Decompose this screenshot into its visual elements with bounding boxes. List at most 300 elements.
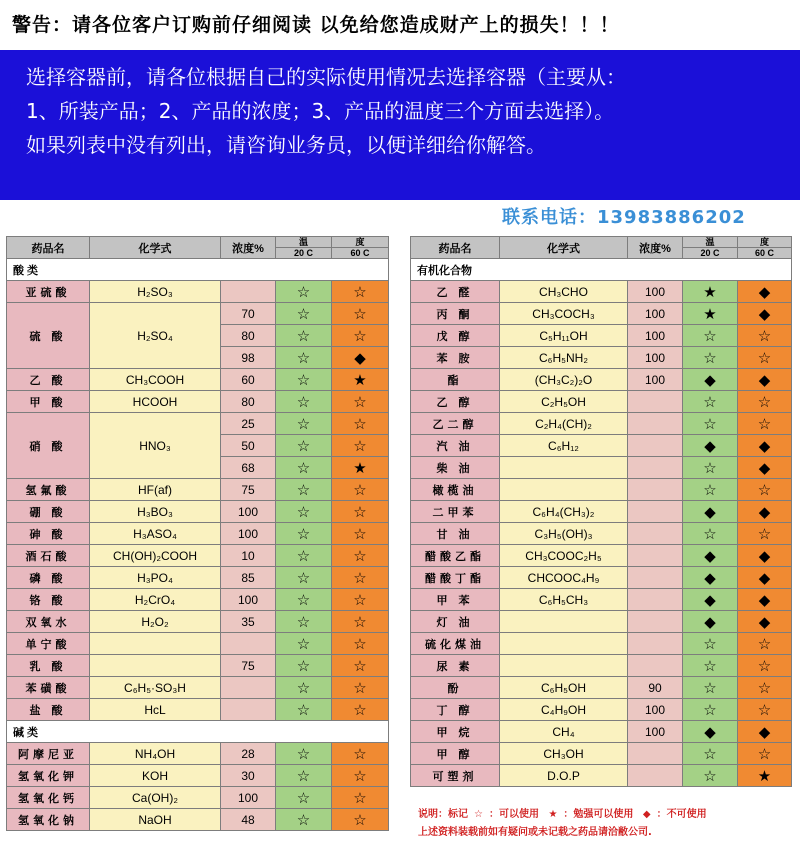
rating-60c-icon: ☆ (332, 479, 389, 501)
concentration: 30 (221, 765, 276, 787)
table-row (7, 391, 389, 413)
rating-60c-icon: ☆ (332, 281, 389, 303)
chemical-name: 酒石酸 (7, 545, 90, 567)
table-row (411, 457, 792, 479)
chemical-formula: HNO₃ (90, 413, 221, 479)
rating-20c-icon: ☆ (683, 413, 738, 435)
legend (418, 805, 713, 820)
table-row (7, 699, 389, 721)
rating-20c-icon: ☆ (276, 435, 332, 457)
chemical-name: 双氧水 (7, 611, 90, 633)
concentration (628, 479, 683, 501)
chemical-formula: H₂CrO₄ (90, 589, 221, 611)
category-row (7, 259, 389, 281)
rating-60c-icon: ★ (332, 457, 389, 479)
chemical-name: 氢氧化钙 (7, 787, 90, 809)
rating-20c-icon: ◆ (683, 611, 738, 633)
concentration: 80 (221, 325, 276, 347)
warning-banner: 警告：请各位客户订购前仔细阅读 以免给您造成财产上的损失！！！ (0, 0, 800, 50)
chemical-name: 乙 醇 (411, 391, 500, 413)
rating-20c-icon: ☆ (276, 457, 332, 479)
concentration: 75 (221, 655, 276, 677)
rating-20c-icon: ☆ (276, 545, 332, 567)
rating-60c-icon: ☆ (738, 743, 792, 765)
rating-60c-icon: ☆ (332, 809, 389, 831)
rating-60c-icon: ☆ (332, 787, 389, 809)
table-row (7, 611, 389, 633)
table-row (7, 809, 389, 831)
chemical-formula: CH₃CHO (500, 281, 628, 303)
concentration (221, 633, 276, 655)
rating-20c-icon: ☆ (276, 369, 332, 391)
table-row (411, 435, 792, 457)
rating-60c-icon: ★ (332, 369, 389, 391)
concentration: 100 (221, 787, 276, 809)
rating-60c-icon: ☆ (332, 567, 389, 589)
concentration (628, 545, 683, 567)
rating-20c-icon: ☆ (276, 347, 332, 369)
rating-20c-icon: ☆ (683, 325, 738, 347)
header-concentration: 浓度% (628, 237, 683, 259)
rating-60c-icon: ☆ (332, 765, 389, 787)
rating-60c-icon: ◆ (738, 545, 792, 567)
rating-60c-icon: ☆ (738, 325, 792, 347)
table-row (411, 721, 792, 743)
chemical-formula (500, 457, 628, 479)
rating-20c-icon: ☆ (276, 633, 332, 655)
rating-20c-icon: ☆ (683, 699, 738, 721)
table-row (411, 567, 792, 589)
chemical-formula: H₂SO₄ (90, 303, 221, 369)
table-row (7, 743, 389, 765)
no-diamond-icon: ◆ (642, 809, 651, 820)
rating-60c-icon: ☆ (332, 435, 389, 457)
chemical-formula: C₆H₅CH₃ (500, 589, 628, 611)
rating-20c-icon: ☆ (276, 479, 332, 501)
rating-20c-icon: ☆ (276, 611, 332, 633)
rating-20c-icon: ☆ (276, 655, 332, 677)
rating-60c-icon: ☆ (332, 523, 389, 545)
concentration: 85 (221, 567, 276, 589)
rating-60c-icon: ☆ (332, 391, 389, 413)
chemical-name: 硼 酸 (7, 501, 90, 523)
category-label: 酸 类 (7, 259, 389, 281)
concentration: 25 (221, 413, 276, 435)
concentration: 100 (628, 699, 683, 721)
concentration (628, 611, 683, 633)
chemical-name: 尿 素 (411, 655, 500, 677)
header-formula: 化学式 (90, 237, 221, 259)
rating-60c-icon: ◆ (738, 281, 792, 303)
header-temp-60 (332, 237, 389, 259)
rating-20c-icon: ☆ (683, 765, 738, 787)
rating-60c-icon: ◆ (332, 347, 389, 369)
chemical-name: 可塑剂 (411, 765, 500, 787)
chemical-formula: HCOOH (90, 391, 221, 413)
concentration (628, 457, 683, 479)
chemical-formula: C₂H₄(CH)₂ (500, 413, 628, 435)
concentration (628, 523, 683, 545)
chemical-name: 酯 (411, 369, 500, 391)
table-row (411, 743, 792, 765)
concentration (628, 633, 683, 655)
ok-star-icon: ☆ (474, 809, 483, 820)
contact-phone: 联系电话：13983886202 (502, 207, 746, 228)
chemical-name: 丙 酮 (411, 303, 500, 325)
table-row (411, 369, 792, 391)
table-row (411, 611, 792, 633)
concentration: 48 (221, 809, 276, 831)
legend-ok-text: ：可以使用 (488, 809, 539, 820)
legend-prefix: 说明：标记 (418, 809, 468, 820)
chemical-name: 甲 烷 (411, 721, 500, 743)
concentration: 68 (221, 457, 276, 479)
chemical-name: 丁 醇 (411, 699, 500, 721)
legend-caution-text: ：勉强可以使用 (563, 809, 634, 820)
chemical-name: 磷 酸 (7, 567, 90, 589)
rating-20c-icon: ☆ (276, 325, 332, 347)
chemical-name: 乙 酸 (7, 369, 90, 391)
chemical-name: 乙二醇 (411, 413, 500, 435)
concentration (628, 655, 683, 677)
notice-line: 1、所装产品；2、产品的浓度；3、产品的温度三个方面去选择）。 (26, 99, 615, 123)
chemical-name: 苯 胺 (411, 347, 500, 369)
concentration: 90 (628, 677, 683, 699)
table-row (411, 391, 792, 413)
chemical-name: 甲 酸 (7, 391, 90, 413)
chemical-formula (500, 611, 628, 633)
chemical-formula: CH₃COOC₂H₅ (500, 545, 628, 567)
header-temp-label: 度 (759, 237, 769, 247)
concentration (628, 435, 683, 457)
chemical-name: 苯磺酸 (7, 677, 90, 699)
concentration: 100 (221, 501, 276, 523)
rating-20c-icon: ◆ (683, 435, 738, 457)
rating-60c-icon: ☆ (332, 325, 389, 347)
rating-60c-icon: ◆ (738, 369, 792, 391)
chemical-formula: NH₄OH (90, 743, 221, 765)
chemical-name: 甲 醇 (411, 743, 500, 765)
rating-20c-icon: ☆ (276, 303, 332, 325)
chemical-formula: C₂H₅OH (500, 391, 628, 413)
chemical-name: 乙 醛 (411, 281, 500, 303)
rating-60c-icon: ☆ (332, 303, 389, 325)
table-row (411, 347, 792, 369)
header-formula: 化学式 (500, 237, 628, 259)
table-header-row (411, 237, 792, 259)
concentration: 100 (628, 303, 683, 325)
chemical-name: 二甲苯 (411, 501, 500, 523)
rating-20c-icon: ☆ (276, 677, 332, 699)
header-name: 药品名 (411, 237, 500, 259)
chemical-name: 砷 酸 (7, 523, 90, 545)
concentration: 50 (221, 435, 276, 457)
chemical-formula: CHCOOC₄H₉ (500, 567, 628, 589)
header-temp-60-label: 60 C (332, 247, 388, 258)
chemical-formula: C₅H₁₁OH (500, 325, 628, 347)
chemical-name: 硫化煤油 (411, 633, 500, 655)
concentration (628, 413, 683, 435)
chemical-formula: H₃ASO₄ (90, 523, 221, 545)
chemical-formula: Ca(OH)₂ (90, 787, 221, 809)
rating-60c-icon: ◆ (738, 501, 792, 523)
rating-20c-icon: ◆ (683, 589, 738, 611)
chemical-formula: KOH (90, 765, 221, 787)
legend-no-text: ：不可使用 (656, 809, 707, 820)
chemical-name: 橄榄油 (411, 479, 500, 501)
chemical-name: 汽 油 (411, 435, 500, 457)
chemical-name: 亚硫酸 (7, 281, 90, 303)
concentration (221, 699, 276, 721)
concentration (628, 743, 683, 765)
rating-60c-icon: ◆ (738, 303, 792, 325)
concentration (221, 281, 276, 303)
rating-60c-icon: ◆ (738, 721, 792, 743)
header-temp-20-label: 20 C (276, 247, 331, 258)
chemical-name: 柴 油 (411, 457, 500, 479)
chemical-formula: CH₃COOH (90, 369, 221, 391)
header-temp-label: 温 (705, 237, 715, 247)
rating-60c-icon: ☆ (332, 677, 389, 699)
rating-20c-icon: ☆ (683, 523, 738, 545)
chemical-name: 灯 油 (411, 611, 500, 633)
chemical-formula: C₆H₄(CH₃)₂ (500, 501, 628, 523)
rating-60c-icon: ☆ (332, 501, 389, 523)
concentration: 98 (221, 347, 276, 369)
rating-20c-icon: ☆ (276, 523, 332, 545)
rating-60c-icon: ☆ (332, 633, 389, 655)
header-temp-60-label: 60 C (738, 247, 791, 258)
chemical-formula: CH(OH)₂COOH (90, 545, 221, 567)
rating-20c-icon: ◆ (683, 545, 738, 567)
concentration: 60 (221, 369, 276, 391)
rating-60c-icon: ◆ (738, 435, 792, 457)
rating-60c-icon: ☆ (738, 699, 792, 721)
table-row (7, 567, 389, 589)
concentration: 75 (221, 479, 276, 501)
chemical-name: 酚 (411, 677, 500, 699)
chemical-formula: H₃BO₃ (90, 501, 221, 523)
header-temp-label: 温 (298, 237, 308, 247)
table-row (7, 369, 389, 391)
rating-60c-icon: ☆ (332, 413, 389, 435)
notice-line: 如果列表中没有列出，请咨询业务员，以便详细给你解答。 (26, 133, 546, 157)
chemical-formula: CH₃COCH₃ (500, 303, 628, 325)
rating-60c-icon: ★ (738, 765, 792, 787)
chemical-name: 盐 酸 (7, 699, 90, 721)
rating-20c-icon: ☆ (276, 809, 332, 831)
rating-60c-icon: ◆ (738, 457, 792, 479)
chemical-formula: CH₄ (500, 721, 628, 743)
concentration: 10 (221, 545, 276, 567)
rating-20c-icon: ★ (683, 303, 738, 325)
chemical-name: 氢氧化钾 (7, 765, 90, 787)
concentration (628, 391, 683, 413)
table-row (411, 325, 792, 347)
chemical-formula (500, 633, 628, 655)
rating-20c-icon: ☆ (683, 391, 738, 413)
concentration: 28 (221, 743, 276, 765)
chemical-formula: C₆H₅OH (500, 677, 628, 699)
rating-60c-icon: ◆ (738, 589, 792, 611)
concentration: 100 (628, 721, 683, 743)
concentration: 100 (628, 281, 683, 303)
chemical-formula: H₃PO₄ (90, 567, 221, 589)
rating-60c-icon: ☆ (738, 677, 792, 699)
category-row (7, 721, 389, 743)
rating-20c-icon: ☆ (276, 391, 332, 413)
header-temp-20 (683, 237, 738, 259)
rating-60c-icon: ☆ (332, 743, 389, 765)
rating-20c-icon: ◆ (683, 369, 738, 391)
rating-20c-icon: ◆ (683, 501, 738, 523)
concentration (628, 567, 683, 589)
concentration: 80 (221, 391, 276, 413)
table-row (7, 765, 389, 787)
concentration: 100 (221, 589, 276, 611)
table-row (7, 545, 389, 567)
rating-60c-icon: ◆ (738, 567, 792, 589)
rating-20c-icon: ☆ (276, 281, 332, 303)
rating-20c-icon: ★ (683, 281, 738, 303)
table-row (7, 303, 389, 325)
concentration (628, 765, 683, 787)
table-row (411, 699, 792, 721)
header-temp-20 (276, 237, 332, 259)
header-temp-label: 度 (355, 237, 365, 247)
footnote: 上述资料装载前如有疑问或未记载之药品请洽敝公司. (418, 827, 652, 838)
rating-60c-icon: ☆ (332, 699, 389, 721)
chemical-formula: HF(af) (90, 479, 221, 501)
rating-20c-icon: ◆ (683, 721, 738, 743)
rating-20c-icon: ☆ (276, 787, 332, 809)
rating-20c-icon: ☆ (276, 589, 332, 611)
table-row (411, 677, 792, 699)
concentration: 70 (221, 303, 276, 325)
table-row (7, 501, 389, 523)
concentration: 100 (221, 523, 276, 545)
table-row (411, 655, 792, 677)
caution-star-icon: ★ (548, 809, 558, 820)
rating-20c-icon: ☆ (276, 743, 332, 765)
table-row (7, 677, 389, 699)
concentration: 35 (221, 611, 276, 633)
notice-box (0, 50, 800, 200)
concentration (221, 677, 276, 699)
header-concentration: 浓度% (221, 237, 276, 259)
chemical-formula: (CH₃C₂)₂O (500, 369, 628, 391)
rating-60c-icon: ☆ (738, 413, 792, 435)
chemical-formula: C₄H₉OH (500, 699, 628, 721)
table-row (411, 765, 792, 787)
chemical-formula: H₂O₂ (90, 611, 221, 633)
chemical-name: 硝 酸 (7, 413, 90, 479)
rating-60c-icon: ☆ (332, 655, 389, 677)
rating-60c-icon: ☆ (738, 347, 792, 369)
category-row (411, 259, 792, 281)
category-label: 有机化合物 (411, 259, 792, 281)
rating-60c-icon: ☆ (332, 545, 389, 567)
chemical-name: 阿摩尼亚 (7, 743, 90, 765)
rating-20c-icon: ☆ (276, 699, 332, 721)
rating-60c-icon: ☆ (332, 611, 389, 633)
rating-60c-icon: ☆ (738, 479, 792, 501)
table-row (411, 303, 792, 325)
chemical-name: 醋酸丁酯 (411, 567, 500, 589)
chemical-name: 戊 醇 (411, 325, 500, 347)
table-row (7, 523, 389, 545)
header-name: 药品名 (7, 237, 90, 259)
rating-20c-icon: ☆ (683, 479, 738, 501)
chemical-name: 甲 苯 (411, 589, 500, 611)
chemical-name: 单宁酸 (7, 633, 90, 655)
chemical-name: 氢氧化钠 (7, 809, 90, 831)
concentration (628, 501, 683, 523)
rating-20c-icon: ☆ (683, 633, 738, 655)
rating-20c-icon: ☆ (276, 501, 332, 523)
rating-20c-icon: ☆ (683, 655, 738, 677)
header-temp-20-label: 20 C (683, 247, 737, 258)
table-row (411, 633, 792, 655)
header-temp-60 (738, 237, 792, 259)
table-row (411, 281, 792, 303)
concentration (628, 589, 683, 611)
rating-20c-icon: ☆ (683, 457, 738, 479)
left-chemical-table (6, 236, 389, 831)
chemical-formula: CH₃OH (500, 743, 628, 765)
table-row (7, 633, 389, 655)
category-label: 碱 类 (7, 721, 389, 743)
chemical-formula (90, 655, 221, 677)
rating-60c-icon: ◆ (738, 611, 792, 633)
table-row (411, 413, 792, 435)
concentration: 100 (628, 347, 683, 369)
table-row (7, 655, 389, 677)
rating-60c-icon: ☆ (738, 655, 792, 677)
chemical-formula: H₂SO₃ (90, 281, 221, 303)
rating-20c-icon: ◆ (683, 567, 738, 589)
table-row (7, 589, 389, 611)
rating-20c-icon: ☆ (276, 413, 332, 435)
table-row (411, 589, 792, 611)
concentration: 100 (628, 369, 683, 391)
chemical-name: 醋酸乙酯 (411, 545, 500, 567)
chemical-name: 乳 酸 (7, 655, 90, 677)
table-row (411, 523, 792, 545)
table-row (411, 545, 792, 567)
chemical-formula: HcL (90, 699, 221, 721)
right-chemical-table (410, 236, 792, 787)
chemical-formula: C₃H₅(OH)₃ (500, 523, 628, 545)
table-header-row (7, 237, 389, 259)
chemical-formula: NaOH (90, 809, 221, 831)
chemical-formula (90, 633, 221, 655)
table-row (7, 413, 389, 435)
chemical-name: 硫 酸 (7, 303, 90, 369)
rating-20c-icon: ☆ (276, 567, 332, 589)
table-row (411, 479, 792, 501)
notice-line: 选择容器前，请各位根据自己的实际使用情况去选择容器（主要从： (26, 65, 626, 89)
rating-20c-icon: ☆ (683, 677, 738, 699)
table-row (7, 281, 389, 303)
rating-20c-icon: ☆ (683, 743, 738, 765)
chemical-name: 甘 油 (411, 523, 500, 545)
chemical-name: 氢氟酸 (7, 479, 90, 501)
chemical-formula: C₆H₅·SO₃H (90, 677, 221, 699)
rating-60c-icon: ☆ (738, 633, 792, 655)
rating-20c-icon: ☆ (683, 347, 738, 369)
table-row (7, 479, 389, 501)
